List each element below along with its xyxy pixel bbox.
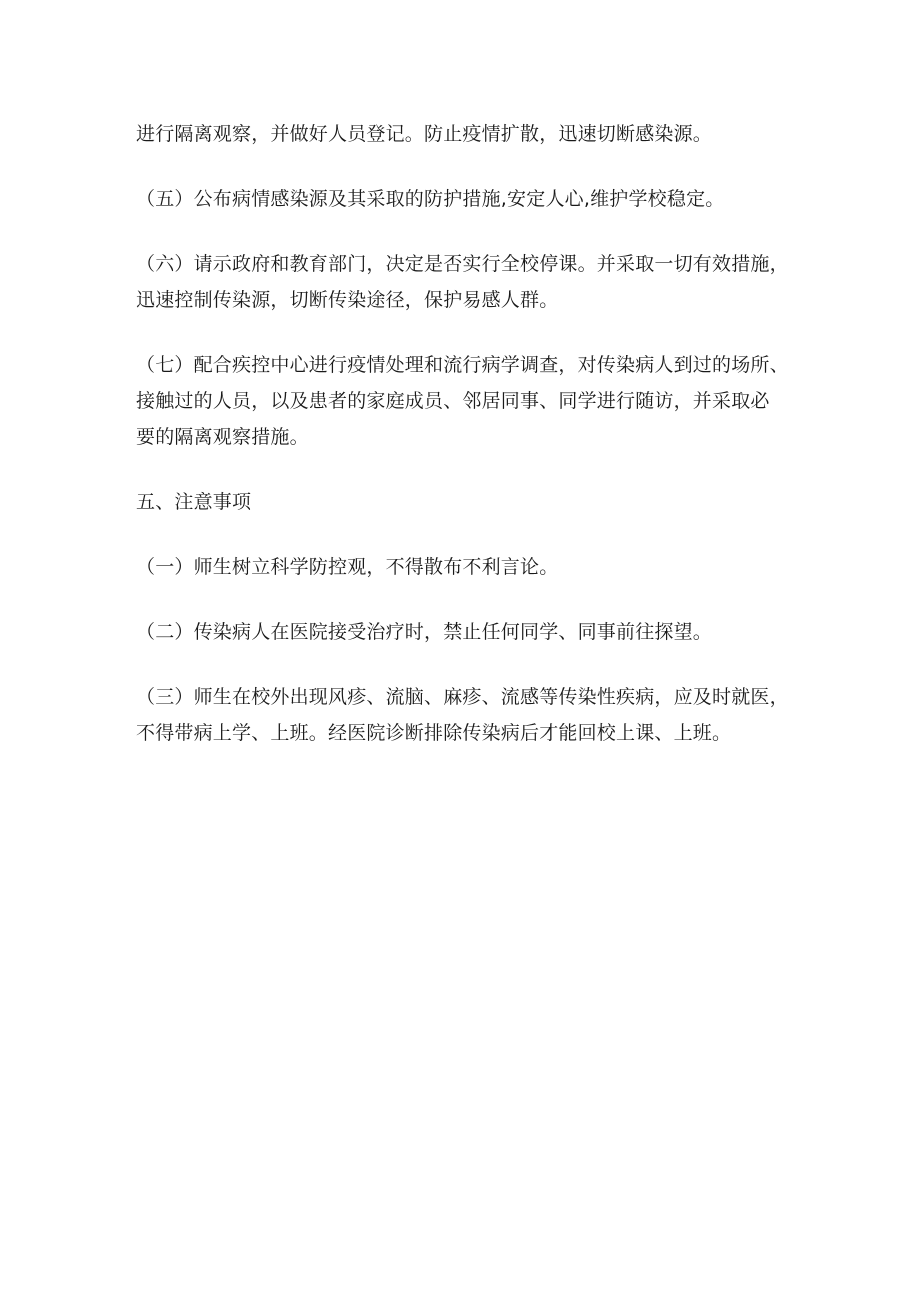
text-line: （二）传染病人在医院接受治疗时，禁止任何同学、同事前往探望。 bbox=[136, 621, 713, 643]
text-line: （三）师生在校外出现风疹、流脑、麻疹、流感等传染性疾病，应及时就医， bbox=[136, 686, 789, 708]
text-line: （七）配合疾控中心进行疫情处理和流行病学调查，对传染病人到过的场所、 bbox=[136, 354, 789, 376]
document-body bbox=[136, 116, 804, 780]
paragraph-note-3 bbox=[136, 679, 804, 751]
text-line: （一）师生树立科学防控观，不得散布不利言论。 bbox=[136, 556, 559, 578]
paragraph-item-5 bbox=[136, 181, 804, 217]
paragraph-note-2 bbox=[136, 614, 804, 650]
section-heading-notes bbox=[136, 484, 804, 520]
text-line: 接触过的人员，以及患者的家庭成员、邻居同事、同学进行随访，并采取必 bbox=[136, 390, 770, 412]
paragraph-item-7 bbox=[136, 347, 804, 455]
text-line: （五）公布病情感染源及其采取的防护措施,安定人心,维护学校稳定。 bbox=[136, 188, 725, 210]
paragraph-isolation-continued bbox=[136, 116, 804, 152]
paragraph-item-6 bbox=[136, 246, 804, 318]
heading-text: 五、注意事项 bbox=[136, 491, 252, 513]
text-line: （六）请示政府和教育部门，决定是否实行全校停课。并采取一切有效措施， bbox=[136, 253, 789, 275]
text-line: 不得带病上学、上班。经医院诊断排除传染病后才能回校上课、上班。 bbox=[136, 722, 732, 744]
text-line: 迅速控制传染源，切断传染途径，保护易感人群。 bbox=[136, 289, 559, 311]
text-line: 进行隔离观察，并做好人员登记。防止疫情扩散，迅速切断感染源。 bbox=[136, 123, 713, 145]
paragraph-note-1 bbox=[136, 549, 804, 585]
text-line: 要的隔离观察措施。 bbox=[136, 426, 309, 448]
